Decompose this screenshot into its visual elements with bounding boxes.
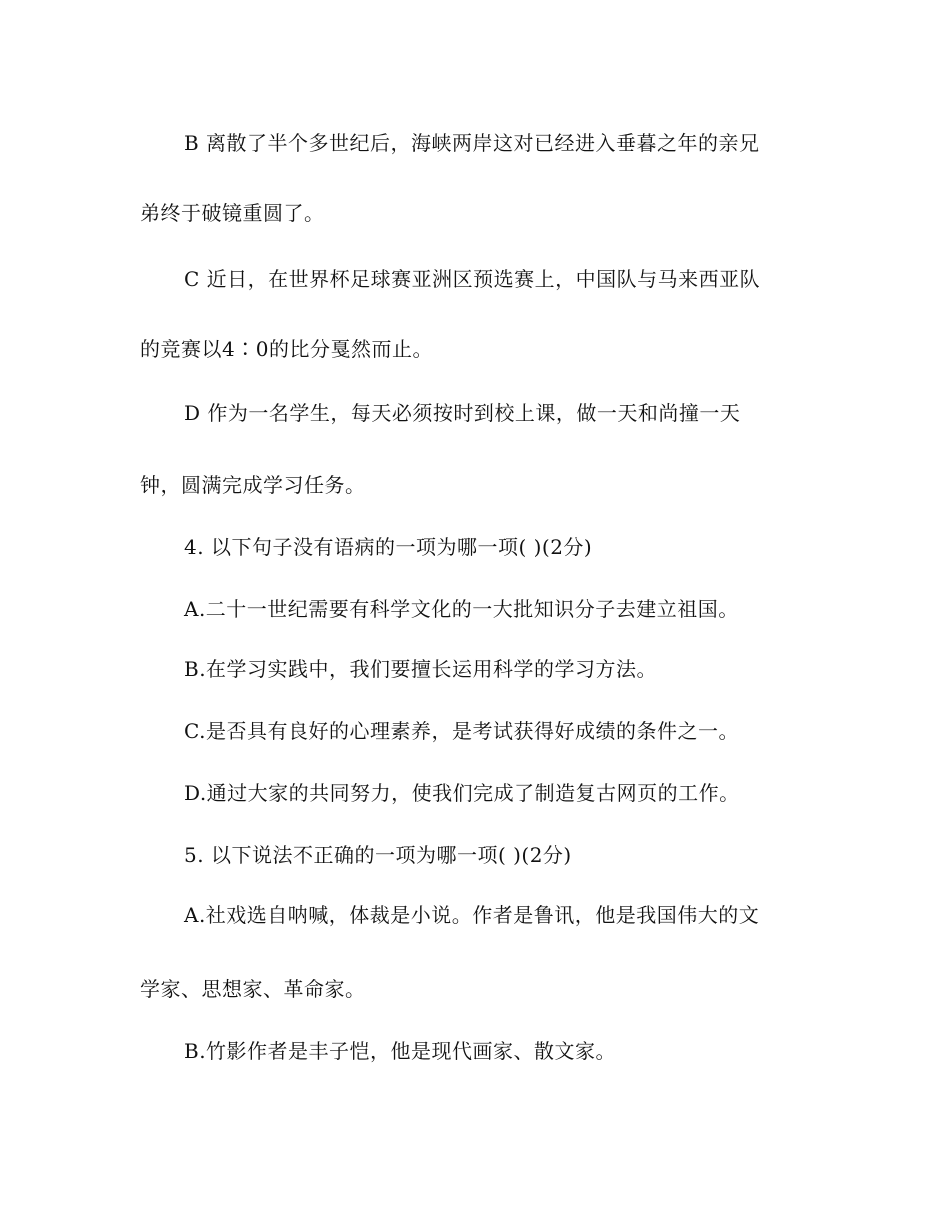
question-4-option-c: C.是否具有良好的心理素养，是考试获得好成绩的条件之一。 [184,719,739,743]
question-5-option-a-line-1: A.社戏选自呐喊，体裁是小说。作者是鲁讯，他是我国伟大的文 [184,903,760,927]
question-5-option-b: B.竹影作者是丰子恺，他是现代画家、散文家。 [184,1039,617,1063]
question-3-option-c-line-1: C 近日，在世界杯足球赛亚洲区预选赛上，中国队与马来西亚队 [184,267,761,291]
question-3-option-c-line-2: 的竞赛以4∶0的比分戛然而止。 [140,337,433,361]
question-5-option-a-line-2: 学家、思想家、革命家。 [140,977,366,1001]
question-3-option-b-line-1: B 离散了半个多世纪后，海峡两岸这对已经进入垂暮之年的亲兄 [184,131,760,155]
question-4-option-b: B.在学习实践中，我们要擅长运用科学的学习方法。 [184,657,658,681]
question-4-stem: 4. 以下句子没有语病的一项为哪一项( )(2分) [184,535,593,559]
question-3-option-d-line-2: 钟，圆满完成学习任务。 [140,473,366,497]
question-4-option-a: A.二十一世纪需要有科学文化的一大批知识分子去建立祖国。 [184,597,739,621]
question-5-stem: 5. 以下说法不正确的一项为哪一项( )(2分) [184,843,572,867]
question-4-option-d: D.通过大家的共同努力，使我们完成了制造复古网页的工作。 [184,781,740,805]
question-3-option-d-line-1: D 作为一名学生，每天必须按时到校上课，做一天和尚撞一天 [184,401,741,425]
question-3-option-b-line-2: 弟终于破镜重圆了。 [140,201,325,225]
